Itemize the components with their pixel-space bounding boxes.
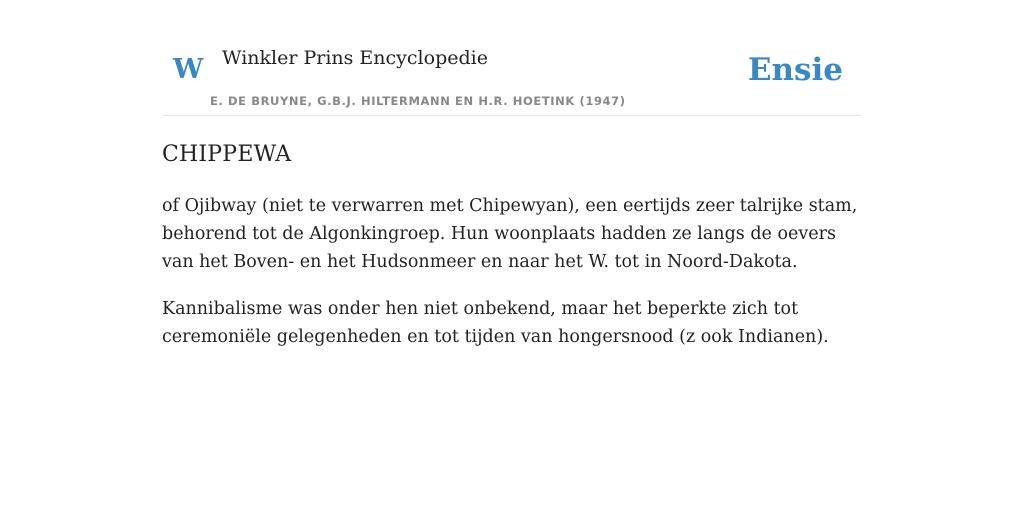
page-container bbox=[162, 0, 862, 512]
entry-content bbox=[162, 192, 862, 370]
source-logo: W bbox=[173, 54, 204, 85]
ensie-logo-link[interactable]: Ensie bbox=[747, 52, 843, 88]
entry-title: CHIPPEWA bbox=[162, 142, 292, 167]
entry-paragraph: Kannibalisme was onder hen niet onbekend, maar het beperkte zich tot ceremoniële gelegenheden en tot tijden van hongersnood (z ook Indianen). bbox=[162, 299, 829, 347]
source-authors: E. DE BRUYNE, G.B.J. HILTERMANN EN H.R. HOETINK (1947) bbox=[210, 94, 626, 108]
source-title[interactable]: Winkler Prins Encyclopedie bbox=[222, 47, 488, 69]
source-header bbox=[162, 0, 862, 116]
entry-paragraph: of Ojibway (niet te verwarren met Chipewyan), een eertijds zeer talrijke stam, behorend tot de Algonkingroep. Hun woonplaats hadden ze langs de oevers van het Boven- en het Hudsonmeer en naar het W. tot in Noord-Dakota. bbox=[162, 196, 858, 272]
